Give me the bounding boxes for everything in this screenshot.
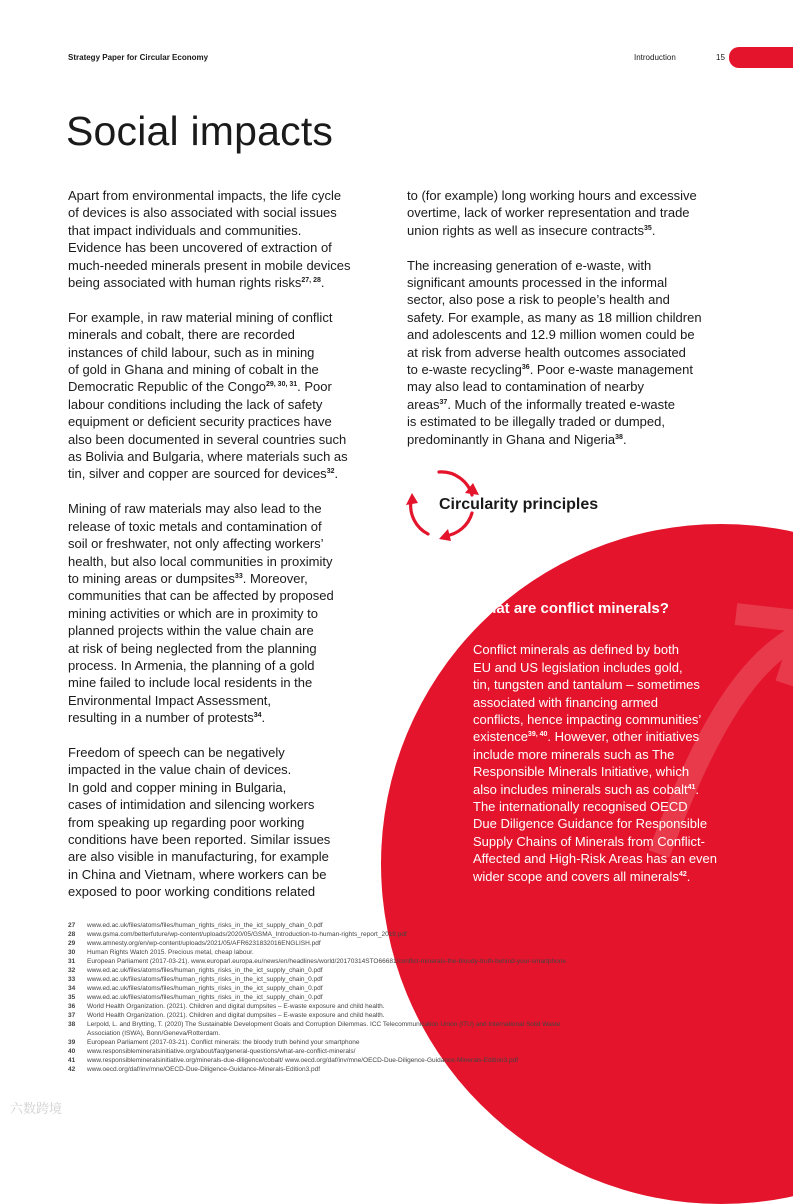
- text-line: tin, tungsten and tantalum – sometimes: [473, 677, 700, 693]
- watermark: 六数跨境: [10, 1101, 63, 1116]
- footnote: [68, 1002, 748, 1011]
- text-line: Responsible Minerals Initiative, which: [473, 764, 690, 780]
- footnote-text: www.ed.ac.uk/files/atoms/files/human_rights_risks_in_the_ict_supply_chain_0.pdf: [87, 985, 323, 992]
- text-line: significant amounts processed in the informal: [407, 275, 668, 291]
- text-line: areas$^{37}$. Much of the informally treated e-waste: [407, 396, 675, 412]
- footnote-number: 37: [68, 1012, 76, 1019]
- footnote: [68, 1065, 748, 1074]
- text-line: communities that can be affected by proposed: [68, 588, 334, 604]
- footnote-text: World Health Organization. (2021). Children and digital dumpsites – E-waste exposure and child health.: [87, 1012, 385, 1019]
- footnote-text: www.ed.ac.uk/files/atoms/files/human_rights_risks_in_the_ict_supply_chain_0.pdf: [87, 994, 323, 1001]
- text-line: associated with financing armed: [473, 694, 658, 710]
- text-line: are also visible in manufacturing, for example: [68, 849, 329, 865]
- footnote-text: European Parliament (2017-03-21). www.europarl.europa.eu/news/en/headlines/world/20170314STO66681/conflict-minerals-the-bloody-truth-behind-your-smartphone: [87, 958, 566, 965]
- footnote-text: World Health Organization. (2021). Children and digital dumpsites – E-waste exposure and child health.: [87, 1003, 385, 1010]
- footnote: [68, 930, 748, 939]
- text-line: Due Diligence Guidance for Responsible: [473, 816, 708, 832]
- text-line: Mining of raw materials may also lead to the: [68, 501, 322, 517]
- left-column: [68, 187, 398, 918]
- footnote-ref: 41: [687, 783, 696, 791]
- text-line: to (for example) long working hours and excessive: [407, 188, 697, 203]
- paragraph: [68, 309, 398, 483]
- text-line: union rights as well as insecure contracts$^{35}$.: [407, 222, 656, 238]
- box-text: [473, 641, 763, 885]
- text-line: For example, in raw material mining of conflict: [68, 309, 333, 325]
- text-line: Environmental Impact Assessment,: [68, 692, 272, 708]
- footnote: [68, 1020, 748, 1038]
- text-line: release of toxic metals and contamination of: [68, 518, 322, 534]
- footnote: [68, 1056, 748, 1065]
- text-line: Conflict minerals as defined by both: [473, 642, 679, 658]
- text-line: from speaking up regarding poor working: [68, 814, 305, 830]
- footnote-ref: 29, 30, 31: [266, 381, 298, 389]
- footnote-number: 42: [68, 1066, 76, 1073]
- footnote-number: 27: [68, 922, 76, 929]
- footnote: [68, 921, 748, 930]
- text-line: in China and Vietnam, where workers can be: [68, 866, 327, 882]
- footnote: [68, 1047, 748, 1056]
- footnote: [68, 975, 748, 984]
- text-line: tin, silver and copper are sourced for devices$^{32}$.: [68, 466, 339, 482]
- footnote-number: 31: [68, 958, 76, 965]
- text-line: predominantly in Ghana and Nigeria$^{38}$.: [407, 431, 627, 447]
- text-line: safety. For example, as many as 18 million children: [407, 309, 702, 325]
- footnote-number: 32: [68, 967, 76, 974]
- text-line: to e-waste recycling$^{36}$. Poor e-waste management: [407, 362, 693, 378]
- footnote-ref: 33: [234, 572, 243, 580]
- text-line: as Bolivia and Bulgaria, where materials such as: [68, 449, 348, 465]
- footnote-text: www.responsiblemineralsinitiative.org/minerals-due-diligence/cobalt/ www.oecd.org/daf/inv/mne/OECD-Due-Diligence-Guidance-Minerals-Edition3.pdf: [87, 1057, 518, 1064]
- footnote-text: www.oecd.org/daf/inv/mne/OECD-Due-Diligence-Guidance-Minerals-Edition3.pdf: [87, 1066, 321, 1073]
- text-line: minerals and cobalt, there are recorded: [68, 327, 295, 343]
- footnote-ref: 38: [615, 433, 623, 441]
- text-line: also been documented in several countries such: [68, 431, 347, 447]
- text-line: The increasing generation of e-waste, with: [407, 257, 652, 273]
- text-line: labour conditions including the lack of safety: [68, 396, 323, 412]
- footnote-text: Human Rights Watch 2015. Precious metal, cheap labour.: [87, 949, 254, 956]
- text-line: exposed to poor working conditions related: [68, 884, 316, 900]
- footnote: [68, 939, 748, 948]
- footnote-ref: 36: [521, 364, 530, 372]
- footnote-text: www.amnesty.org/en/wp-content/uploads/2021/05/AFR6231832016ENGLISH.pdf: [87, 940, 321, 947]
- footnote-number: 30: [68, 949, 76, 956]
- page-tab-marker: [729, 47, 793, 68]
- footnote-text: www.ed.ac.uk/files/atoms/files/human_rights_risks_in_the_ict_supply_chain_0.pdf: [87, 922, 323, 929]
- footnote-text: www.responsiblemineralsinitiative.org/about/faq/general-questions/what-are-conflict-minerals/: [87, 1048, 356, 1055]
- footnote-number: 38: [68, 1021, 76, 1028]
- text-line: of devices is also associated with social issues: [68, 205, 337, 221]
- text-line: overtime, lack of worker representation and trade: [407, 205, 690, 221]
- footnote-text: www.ed.ac.uk/files/atoms/files/human_rights_risks_in_the_ict_supply_chain_0.pdf: [87, 967, 323, 974]
- footnote-ref: 35: [644, 224, 652, 232]
- footnote-text: www.gsma.com/betterfuture/wp-content/uploads/2020/05/GSMA_Introduction-to-human-rights_report_2019.pdf: [87, 931, 407, 938]
- footnote-number: 36: [68, 1003, 76, 1010]
- text-line: that impact individuals and communities.: [68, 222, 302, 238]
- text-line: resulting in a number of protests$^{34}$.: [68, 710, 266, 726]
- footnote-number: 34: [68, 985, 76, 992]
- text-line: and adolescents and 12.9 million women could be: [407, 327, 695, 343]
- footnote-number: 41: [68, 1057, 76, 1064]
- page-title: Social impacts: [66, 108, 334, 154]
- text-line: at risk from adverse health outcomes associated: [407, 344, 686, 360]
- paragraph: [407, 257, 737, 448]
- footnotes: [68, 921, 748, 1074]
- text-line: of gold in Ghana and mining of cobalt in the: [68, 362, 319, 378]
- text-line: being associated with human rights risks$^{27, 28}$.: [68, 275, 325, 291]
- paragraph: [68, 744, 398, 901]
- text-line: Affected and High-Risk Areas has an even: [473, 851, 718, 867]
- footnote-ref: 37: [439, 398, 448, 406]
- footnote-ref: 34: [253, 712, 262, 720]
- text-line: planned projects within the value chain are: [68, 623, 314, 639]
- text-line: instances of child labour, such as in mining: [68, 344, 315, 360]
- text-line: Freedom of speech can be negatively: [68, 744, 285, 760]
- footnote-ref: 42: [678, 870, 687, 878]
- text-line: at risk of being neglected from the planning: [68, 640, 317, 656]
- text-line: EU and US legislation includes gold,: [473, 659, 683, 675]
- footnote: [68, 948, 748, 957]
- text-line: process. In Armenia, the planning of a gold: [68, 657, 315, 673]
- footnote: [68, 957, 748, 966]
- text-line: wider scope and covers all minerals$^{42}$.: [473, 868, 691, 884]
- text-line: Supply Chains of Minerals from Conflict-: [473, 833, 705, 849]
- text-line: include more minerals such as The: [473, 746, 675, 762]
- text-line: conditions have been reported. Similar issues: [68, 831, 331, 847]
- right-column: [407, 187, 737, 465]
- section-name: Introduction: [634, 53, 676, 62]
- paragraph: [68, 187, 398, 291]
- footnote-number: 28: [68, 931, 76, 938]
- footnote-number: 33: [68, 976, 76, 983]
- text-line: also includes minerals such as cobalt$^{41}$.: [473, 781, 700, 797]
- text-line: much-needed minerals present in mobile devices: [68, 257, 351, 273]
- text-line: mining activities or which are in proximity to: [68, 605, 318, 621]
- page-number: 15: [716, 53, 725, 62]
- text-line: Evidence has been uncovered of extraction of: [68, 240, 332, 256]
- footnote-ref: 32: [326, 468, 335, 476]
- paragraph: [407, 187, 737, 239]
- footnote: [68, 984, 748, 993]
- footnote: [68, 966, 748, 975]
- text-line: health, but also local communities in proximity: [68, 553, 333, 569]
- footnote-text: www.ed.ac.uk/files/atoms/files/human_rights_risks_in_the_ict_supply_chain_0.pdf: [87, 976, 323, 983]
- paragraph: [68, 500, 398, 726]
- text-line: is estimated to be illegally traded or dumped,: [407, 414, 665, 430]
- box-heading: What are conflict minerals?: [473, 600, 669, 617]
- text-line: existence$^{39, 40}$. However, other initiatives: [473, 729, 700, 745]
- footnote: [68, 1011, 748, 1020]
- text-line: impacted in the value chain of devices.: [68, 762, 292, 778]
- text-line: soil or freshwater, not only affecting workers’: [68, 536, 324, 552]
- footnote: [68, 1038, 748, 1047]
- text-line: cases of intimidation and silencing workers: [68, 797, 315, 813]
- text-line: mine failed to include local residents in the: [68, 675, 313, 691]
- text-line: In gold and copper mining in Bulgaria,: [68, 779, 287, 795]
- footnote-text: European Parliament (2017-03-21). Conflict minerals: the bloody truth behind your smartphone: [87, 1039, 360, 1046]
- text-line: conflicts, hence impacting communities’: [473, 712, 702, 728]
- footnote: [68, 993, 748, 1002]
- conflict-minerals-box: [473, 600, 763, 885]
- text-line: Apart from environmental impacts, the life cycle: [68, 188, 342, 203]
- text-line: may also lead to contamination of nearby: [407, 379, 645, 395]
- text-line: equipment or deficient security practices have: [68, 414, 332, 430]
- text-line: sector, also pose a risk to people’s health and: [407, 292, 670, 308]
- footnote-text: Lerpold, L. and Brytting, T. (2020) The Sustainable Development Goals and Corruption Dilemmas. ICC Telecommunication Union (ITU) and International Solid Waste Association (ISWA), Bonn/Geneva/Rotterdam.: [87, 1021, 561, 1037]
- circularity-principles-label: Circularity principles: [439, 496, 599, 513]
- footnote-number: 35: [68, 994, 76, 1001]
- text-line: The internationally recognised OECD: [473, 799, 688, 815]
- document-title: Strategy Paper for Circular Economy: [68, 53, 209, 62]
- footnote-ref: 27, 28: [301, 277, 321, 285]
- footnote-number: 40: [68, 1048, 76, 1055]
- text-line: Democratic Republic of the Congo$^{29, 30, 31}$. Poor: [68, 379, 332, 395]
- footnote-number: 39: [68, 1039, 76, 1046]
- text-line: to mining areas or dumpsites$^{33}$. Moreover,: [68, 570, 308, 586]
- footnote-number: 29: [68, 940, 76, 947]
- footnote-ref: 39, 40: [527, 731, 548, 739]
